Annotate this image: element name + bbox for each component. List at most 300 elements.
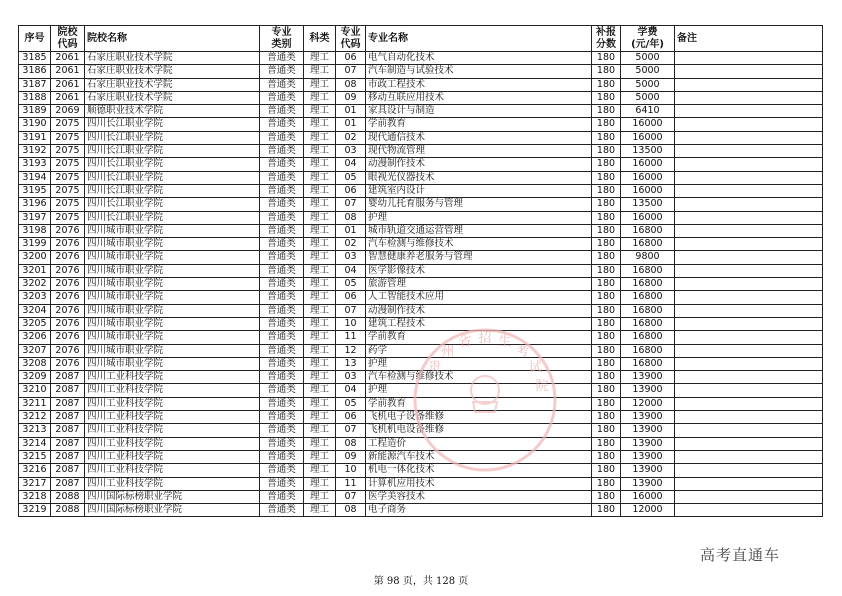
cell-seq: 3215: [19, 450, 51, 463]
cell-category: 普通类: [260, 52, 304, 65]
header-quota: [592, 26, 621, 52]
cell-subject: 理工: [304, 344, 336, 357]
header-school-code-line2: 代码: [57, 38, 78, 50]
cell-major-name: 家具设计与制造: [366, 105, 592, 118]
cell-school-name: 四川城市职业学院: [85, 317, 260, 330]
cell-major-code: 04: [336, 264, 366, 277]
cell-major-code: 10: [336, 317, 366, 330]
cell-school-name: 四川城市职业学院: [85, 224, 260, 237]
cell-subject: 理工: [304, 304, 336, 317]
cell-fee: 13900: [621, 437, 675, 450]
cell-seq: 3204: [19, 304, 51, 317]
cell-quota: 180: [592, 105, 621, 118]
cell-major-code: 07: [336, 198, 366, 211]
cell-quota: 180: [592, 357, 621, 370]
cell-major-code: 08: [336, 437, 366, 450]
cell-seq: 3190: [19, 118, 51, 131]
cell-school-code: 2075: [51, 171, 85, 184]
cell-fee: 13900: [621, 371, 675, 384]
table-header-row: [19, 26, 823, 52]
cell-school-name: 四川长江职业学院: [85, 184, 260, 197]
cell-note: [675, 504, 823, 517]
cell-category: 普通类: [260, 317, 304, 330]
cell-major-code: 12: [336, 344, 366, 357]
cell-fee: 16000: [621, 184, 675, 197]
seal-char: 州: [441, 344, 455, 360]
cell-school-name: 四川城市职业学院: [85, 344, 260, 357]
cell-major-name: 飞机机电设备维修: [366, 424, 592, 437]
header-category-line2: 类别: [271, 38, 292, 50]
cell-category: 普通类: [260, 118, 304, 131]
cell-major-name: 医学影像技术: [366, 264, 592, 277]
cell-subject: 理工: [304, 238, 336, 251]
cell-quota: 180: [592, 371, 621, 384]
source-watermark: 高考直通车: [700, 546, 781, 564]
cell-school-code: 2087: [51, 450, 85, 463]
cell-fee: 16800: [621, 264, 675, 277]
cell-seq: 3185: [19, 52, 51, 65]
cell-school-code: 2076: [51, 224, 85, 237]
cell-subject: 理工: [304, 118, 336, 131]
cell-major-name: 学前教育: [366, 118, 592, 131]
cell-school-code: 2076: [51, 278, 85, 291]
seal-char: 考: [515, 344, 529, 360]
cell-subject: 理工: [304, 450, 336, 463]
cell-subject: 理工: [304, 198, 336, 211]
cell-note: [675, 371, 823, 384]
cell-school-name: 四川工业科技学院: [85, 437, 260, 450]
cell-fee: 13500: [621, 145, 675, 158]
cell-school-code: 2061: [51, 91, 85, 104]
cell-quota: 180: [592, 437, 621, 450]
cell-category: 普通类: [260, 291, 304, 304]
cell-seq: 3214: [19, 437, 51, 450]
cell-note: [675, 78, 823, 91]
table-row: [19, 78, 823, 91]
cell-subject: 理工: [304, 145, 336, 158]
cell-school-name: 四川国际标榜职业学院: [85, 504, 260, 517]
table-row: [19, 490, 823, 503]
cell-seq: 3202: [19, 278, 51, 291]
cell-major-name: 市政工程技术: [366, 78, 592, 91]
cell-seq: 3193: [19, 158, 51, 171]
cell-category: 普通类: [260, 198, 304, 211]
cell-fee: 16800: [621, 357, 675, 370]
cell-subject: 理工: [304, 224, 336, 237]
table-row: [19, 477, 823, 490]
seal-char: 院: [535, 378, 549, 394]
cell-school-code: 2087: [51, 371, 85, 384]
table-row: [19, 105, 823, 118]
cell-school-code: 2076: [51, 251, 85, 264]
cell-fee: 16800: [621, 344, 675, 357]
cell-school-code: 2075: [51, 184, 85, 197]
seal-char: 省: [458, 334, 472, 350]
cell-major-code: 01: [336, 118, 366, 131]
cell-category: 普通类: [260, 131, 304, 144]
table-row: [19, 437, 823, 450]
cell-major-code: 07: [336, 490, 366, 503]
cell-school-name: 石家庄职业技术学院: [85, 52, 260, 65]
header-school-name: 院校名称: [85, 26, 260, 52]
cell-category: 普通类: [260, 371, 304, 384]
cell-seq: 3209: [19, 371, 51, 384]
cell-fee: 16000: [621, 158, 675, 171]
table-row: [19, 357, 823, 370]
cell-school-code: 2075: [51, 118, 85, 131]
cell-category: 普通类: [260, 304, 304, 317]
cell-note: [675, 264, 823, 277]
cell-fee: 6410: [621, 105, 675, 118]
cell-school-name: 四川长江职业学院: [85, 118, 260, 131]
cell-note: [675, 251, 823, 264]
cell-subject: 理工: [304, 211, 336, 224]
cell-major-name: 旅游管理: [366, 278, 592, 291]
table-row: [19, 158, 823, 171]
cell-note: [675, 477, 823, 490]
header-category-line1: 专业: [271, 27, 292, 38]
cell-fee: 16800: [621, 317, 675, 330]
cell-category: 普通类: [260, 278, 304, 291]
cell-major-code: 02: [336, 131, 366, 144]
cell-category: 普通类: [260, 158, 304, 171]
cell-fee: 5000: [621, 52, 675, 65]
table-row: [19, 344, 823, 357]
cell-note: [675, 52, 823, 65]
seal-char: 生: [498, 334, 512, 350]
cell-seq: 3196: [19, 198, 51, 211]
cell-category: 普通类: [260, 464, 304, 477]
cell-major-code: 01: [336, 105, 366, 118]
cell-major-code: 01: [336, 224, 366, 237]
cell-school-code: 2061: [51, 78, 85, 91]
cell-major-name: 婴幼儿托育服务与管理: [366, 198, 592, 211]
cell-major-code: 07: [336, 65, 366, 78]
cell-subject: 理工: [304, 91, 336, 104]
cell-quota: 180: [592, 198, 621, 211]
header-fee: [621, 26, 675, 52]
table-row: [19, 278, 823, 291]
cell-seq: 3200: [19, 251, 51, 264]
cell-major-name: 学前教育: [366, 397, 592, 410]
cell-quota: 180: [592, 477, 621, 490]
cell-school-code: 2076: [51, 264, 85, 277]
cell-seq: 3192: [19, 145, 51, 158]
cell-major-name: 现代通信技术: [366, 131, 592, 144]
cell-major-code: 09: [336, 450, 366, 463]
cell-seq: 3212: [19, 411, 51, 424]
cell-fee: 13900: [621, 464, 675, 477]
cell-major-name: 智慧健康养老服务与管理: [366, 251, 592, 264]
table-row: [19, 211, 823, 224]
table-row: [19, 238, 823, 251]
cell-fee: 16800: [621, 224, 675, 237]
cell-quota: 180: [592, 52, 621, 65]
page-footer: 第 98 页，共 128 页: [373, 576, 469, 587]
table-row: [19, 317, 823, 330]
cell-subject: 理工: [304, 78, 336, 91]
cell-major-code: 06: [336, 52, 366, 65]
cell-note: [675, 158, 823, 171]
cell-subject: 理工: [304, 291, 336, 304]
cell-fee: 16800: [621, 291, 675, 304]
cell-school-name: 石家庄职业技术学院: [85, 91, 260, 104]
cell-note: [675, 198, 823, 211]
cell-note: [675, 411, 823, 424]
cell-major-name: 护理: [366, 211, 592, 224]
cell-major-code: 05: [336, 278, 366, 291]
cell-quota: 180: [592, 278, 621, 291]
header-fee-line2: (元/年): [631, 38, 664, 50]
cell-quota: 180: [592, 145, 621, 158]
cell-school-code: 2069: [51, 105, 85, 118]
header-quota-line1: 补报: [596, 27, 616, 38]
table-body: [19, 52, 823, 517]
table-row: [19, 304, 823, 317]
cell-quota: 180: [592, 450, 621, 463]
cell-school-code: 2087: [51, 464, 85, 477]
cell-quota: 180: [592, 171, 621, 184]
table-row: [19, 198, 823, 211]
header-seq: 序号: [19, 26, 51, 52]
cell-school-name: 四川城市职业学院: [85, 278, 260, 291]
cell-fee: 16800: [621, 304, 675, 317]
seal-char: 贵: [428, 360, 442, 375]
cell-fee: 13500: [621, 198, 675, 211]
cell-category: 普通类: [260, 344, 304, 357]
cell-subject: 理工: [304, 251, 336, 264]
cell-school-name: 四川城市职业学院: [85, 331, 260, 344]
cell-school-code: 2088: [51, 504, 85, 517]
cell-school-name: 四川工业科技学院: [85, 450, 260, 463]
cell-fee: 5000: [621, 91, 675, 104]
seal-char: 试: [528, 360, 542, 375]
cell-fee: 13900: [621, 424, 675, 437]
table-row: [19, 224, 823, 237]
cell-subject: 理工: [304, 65, 336, 78]
table-row: [19, 171, 823, 184]
cell-quota: 180: [592, 118, 621, 131]
cell-seq: 3203: [19, 291, 51, 304]
cell-seq: 3211: [19, 397, 51, 410]
cell-category: 普通类: [260, 251, 304, 264]
cell-school-name: 四川长江职业学院: [85, 131, 260, 144]
cell-seq: 3199: [19, 238, 51, 251]
cell-school-name: 石家庄职业技术学院: [85, 78, 260, 91]
cell-quota: 180: [592, 158, 621, 171]
cell-note: [675, 357, 823, 370]
cell-major-code: 03: [336, 251, 366, 264]
cell-fee: 13900: [621, 411, 675, 424]
cell-subject: 理工: [304, 384, 336, 397]
cell-note: [675, 118, 823, 131]
cell-major-name: 护理: [366, 357, 592, 370]
cell-major-name: 机电一体化技术: [366, 464, 592, 477]
cell-quota: 180: [592, 317, 621, 330]
cell-subject: 理工: [304, 264, 336, 277]
cell-seq: 3216: [19, 464, 51, 477]
cell-note: [675, 171, 823, 184]
cell-school-name: 四川工业科技学院: [85, 411, 260, 424]
cell-seq: 3189: [19, 105, 51, 118]
cell-category: 普通类: [260, 504, 304, 517]
cell-major-name: 现代物流管理: [366, 145, 592, 158]
cell-note: [675, 331, 823, 344]
cell-subject: 理工: [304, 158, 336, 171]
cell-school-code: 2076: [51, 317, 85, 330]
cell-quota: 180: [592, 238, 621, 251]
cell-seq: 3187: [19, 78, 51, 91]
cell-school-name: 四川城市职业学院: [85, 291, 260, 304]
cell-major-name: 动漫制作技术: [366, 304, 592, 317]
cell-note: [675, 131, 823, 144]
table-row: [19, 91, 823, 104]
admission-table-container: [18, 25, 823, 517]
cell-note: [675, 145, 823, 158]
cell-major-name: 汽车检测与维修技术: [366, 371, 592, 384]
cell-school-code: 2075: [51, 211, 85, 224]
cell-school-code: 2087: [51, 411, 85, 424]
header-school-code-line1: 院校: [57, 27, 78, 38]
cell-subject: 理工: [304, 105, 336, 118]
cell-major-code: 05: [336, 171, 366, 184]
cell-major-name: 汽车制造与试验技术: [366, 65, 592, 78]
cell-subject: 理工: [304, 184, 336, 197]
cell-school-code: 2087: [51, 397, 85, 410]
cell-major-code: 08: [336, 504, 366, 517]
cell-quota: 180: [592, 344, 621, 357]
table-row: [19, 184, 823, 197]
cell-major-code: 06: [336, 411, 366, 424]
cell-school-name: 石家庄职业技术学院: [85, 65, 260, 78]
header-major-code-line1: 专业: [340, 27, 361, 38]
cell-category: 普通类: [260, 424, 304, 437]
cell-school-name: 四川长江职业学院: [85, 198, 260, 211]
cell-quota: 180: [592, 224, 621, 237]
cell-note: [675, 490, 823, 503]
cell-seq: 3194: [19, 171, 51, 184]
cell-seq: 3188: [19, 91, 51, 104]
cell-quota: 180: [592, 464, 621, 477]
header-subject: 科类: [304, 26, 336, 52]
cell-category: 普通类: [260, 145, 304, 158]
cell-seq: 3195: [19, 184, 51, 197]
table-row: [19, 384, 823, 397]
cell-category: 普通类: [260, 224, 304, 237]
table-row: [19, 65, 823, 78]
cell-subject: 理工: [304, 52, 336, 65]
cell-school-name: 四川城市职业学院: [85, 251, 260, 264]
cell-note: [675, 105, 823, 118]
cell-major-name: 动漫制作技术: [366, 158, 592, 171]
cell-quota: 180: [592, 504, 621, 517]
cell-quota: 180: [592, 78, 621, 91]
cell-subject: 理工: [304, 490, 336, 503]
cell-major-code: 04: [336, 158, 366, 171]
cell-note: [675, 450, 823, 463]
cell-major-name: 眼视光仪器技术: [366, 171, 592, 184]
cell-category: 普通类: [260, 184, 304, 197]
cell-school-name: 顺德职业技术学院: [85, 105, 260, 118]
cell-subject: 理工: [304, 278, 336, 291]
cell-subject: 理工: [304, 504, 336, 517]
cell-quota: 180: [592, 291, 621, 304]
cell-category: 普通类: [260, 65, 304, 78]
cell-category: 普通类: [260, 264, 304, 277]
cell-quota: 180: [592, 384, 621, 397]
cell-note: [675, 291, 823, 304]
cell-major-code: 06: [336, 291, 366, 304]
table-row: [19, 424, 823, 437]
cell-category: 普通类: [260, 411, 304, 424]
cell-note: [675, 304, 823, 317]
cell-school-name: 四川国际标榜职业学院: [85, 490, 260, 503]
cell-major-code: 09: [336, 91, 366, 104]
cell-major-name: 工程造价: [366, 437, 592, 450]
header-school-code: [51, 26, 85, 52]
cell-major-name: 电子商务: [366, 504, 592, 517]
cell-category: 普通类: [260, 490, 304, 503]
cell-major-name: 医学美容技术: [366, 490, 592, 503]
cell-category: 普通类: [260, 211, 304, 224]
cell-seq: 3191: [19, 131, 51, 144]
cell-school-code: 2087: [51, 384, 85, 397]
cell-subject: 理工: [304, 411, 336, 424]
seal-char: 招: [478, 331, 492, 346]
cell-major-name: 新能源汽车技术: [366, 450, 592, 463]
cell-subject: 理工: [304, 477, 336, 490]
cell-fee: 16800: [621, 278, 675, 291]
cell-school-name: 四川工业科技学院: [85, 371, 260, 384]
cell-subject: 理工: [304, 357, 336, 370]
cell-school-name: 四川长江职业学院: [85, 211, 260, 224]
cell-fee: 9800: [621, 251, 675, 264]
cell-quota: 180: [592, 397, 621, 410]
cell-school-code: 2076: [51, 357, 85, 370]
table-row: [19, 450, 823, 463]
cell-major-code: 05: [336, 397, 366, 410]
cell-subject: 理工: [304, 464, 336, 477]
cell-fee: 16000: [621, 118, 675, 131]
cell-major-code: 08: [336, 211, 366, 224]
cell-school-name: 四川工业科技学院: [85, 464, 260, 477]
cell-subject: 理工: [304, 317, 336, 330]
cell-major-code: 07: [336, 304, 366, 317]
table-row: [19, 331, 823, 344]
cell-school-code: 2087: [51, 424, 85, 437]
cell-major-code: 06: [336, 184, 366, 197]
cell-note: [675, 238, 823, 251]
table-row: [19, 264, 823, 277]
cell-school-name: 四川城市职业学院: [85, 304, 260, 317]
header-quota-line2: 分数: [596, 38, 616, 50]
cell-school-name: 四川城市职业学院: [85, 238, 260, 251]
cell-school-code: 2087: [51, 437, 85, 450]
cell-major-code: 13: [336, 357, 366, 370]
cell-note: [675, 464, 823, 477]
table-row: [19, 118, 823, 131]
cell-school-code: 2075: [51, 198, 85, 211]
cell-seq: 3186: [19, 65, 51, 78]
cell-school-name: 四川长江职业学院: [85, 145, 260, 158]
cell-major-code: 04: [336, 384, 366, 397]
cell-subject: 理工: [304, 171, 336, 184]
cell-quota: 180: [592, 91, 621, 104]
cell-school-code: 2076: [51, 304, 85, 317]
table-row: [19, 131, 823, 144]
header-category: [260, 26, 304, 52]
cell-major-name: 建筑工程技术: [366, 317, 592, 330]
